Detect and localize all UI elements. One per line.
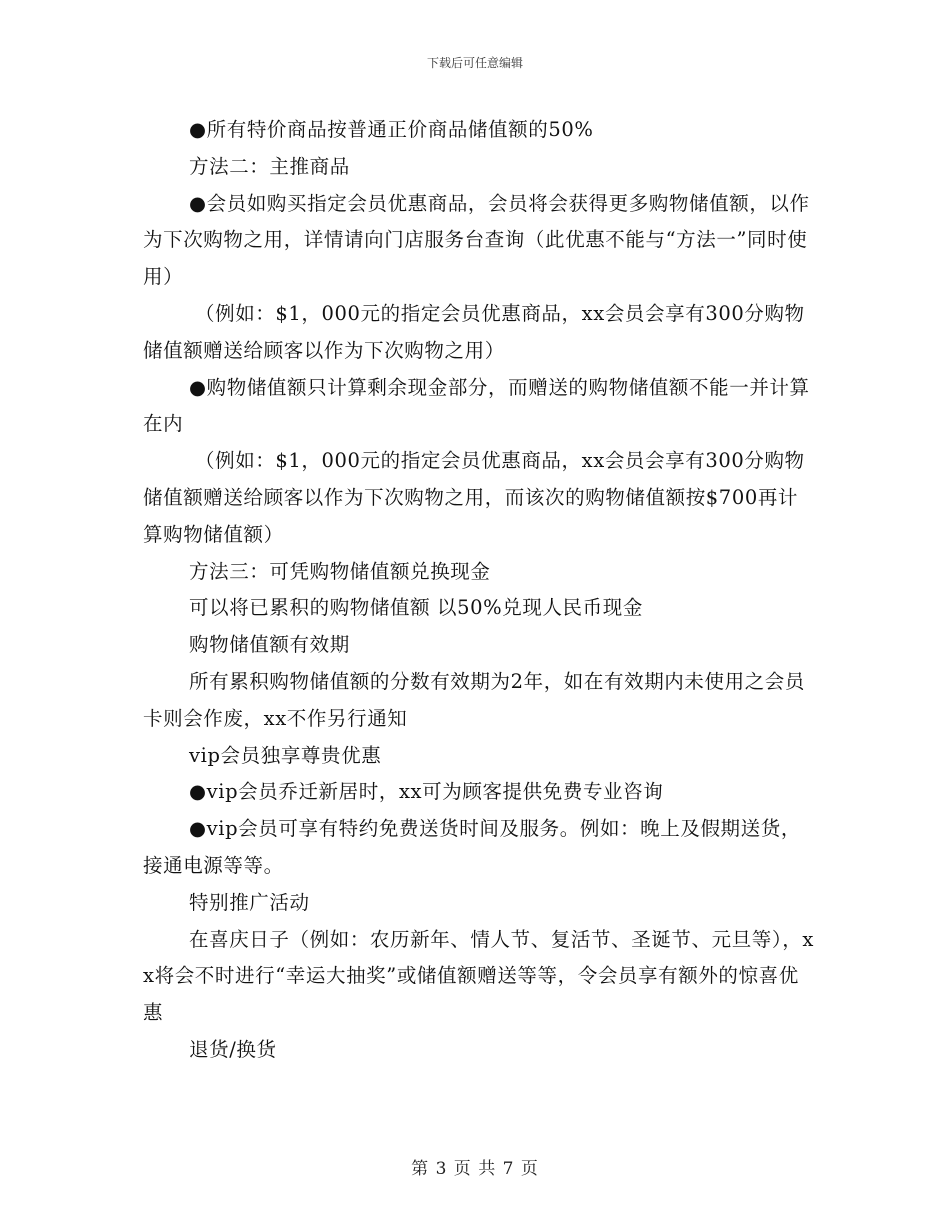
section-heading: 退货/换货	[189, 1037, 277, 1061]
paragraph: ●会员如购买指定会员优惠商品，会员将会获得更多购物储值额，以作为下次购物之用，详情请向门店服务台查询（此优惠不能与“方法一”同时使用）	[143, 191, 810, 289]
section-heading: 特别推广活动	[189, 890, 310, 914]
section-heading: 方法三：可凭购物储值额兑换现金	[189, 559, 491, 583]
paragraph: ●vip会员乔迁新居时，xx可为顾客提供免费专业咨询	[189, 780, 664, 804]
page-header: 下载后可任意编辑	[426, 56, 523, 70]
paragraph: ●vip会员可享有特约免费送货时间及服务。例如：晚上及假期送货，接通电源等等。	[143, 817, 801, 877]
section-heading: 购物储值额有效期	[189, 633, 350, 657]
section-heading: 方法二：主推商品	[189, 154, 350, 178]
paragraph: ●所有特价商品按普通正价商品储值额的50%	[189, 118, 594, 141]
document-body	[143, 112, 815, 1069]
paragraph: ●购物储值额只计算剩余现金部分，而赠送的购物储值额不能一并计算在内	[143, 375, 810, 436]
paragraph: 可以将已累积的购物储值额 以50%兑现人民币现金	[189, 596, 643, 620]
page-footer: 第 3 页 共 7 页	[411, 1159, 539, 1179]
paragraph: 所有累积购物储值额的分数有效期为2年，如在有效期内未使用之会员卡则会作废，xx不作另行通知	[143, 669, 806, 730]
example-paragraph: （例如：$1，000元的指定会员优惠商品，xx会员会享有300分购物储值额赠送给顾客以作为下次购物之用）	[143, 301, 805, 362]
paragraph: 在喜庆日子（例如：农历新年、情人节、复活节、圣诞节、元旦等），xx将会不时进行“幸运大抽奖”或储值额赠送等等，令会员享有额外的惊喜优惠	[143, 927, 814, 1025]
section-heading: vip会员独享尊贵优惠	[189, 743, 382, 767]
example-paragraph: （例如：$1，000元的指定会员优惠商品，xx会员会享有300分购物储值额赠送给顾客以作为下次购物之用，而该次的购物储值额按$700再计算购物储值额）	[143, 449, 805, 546]
